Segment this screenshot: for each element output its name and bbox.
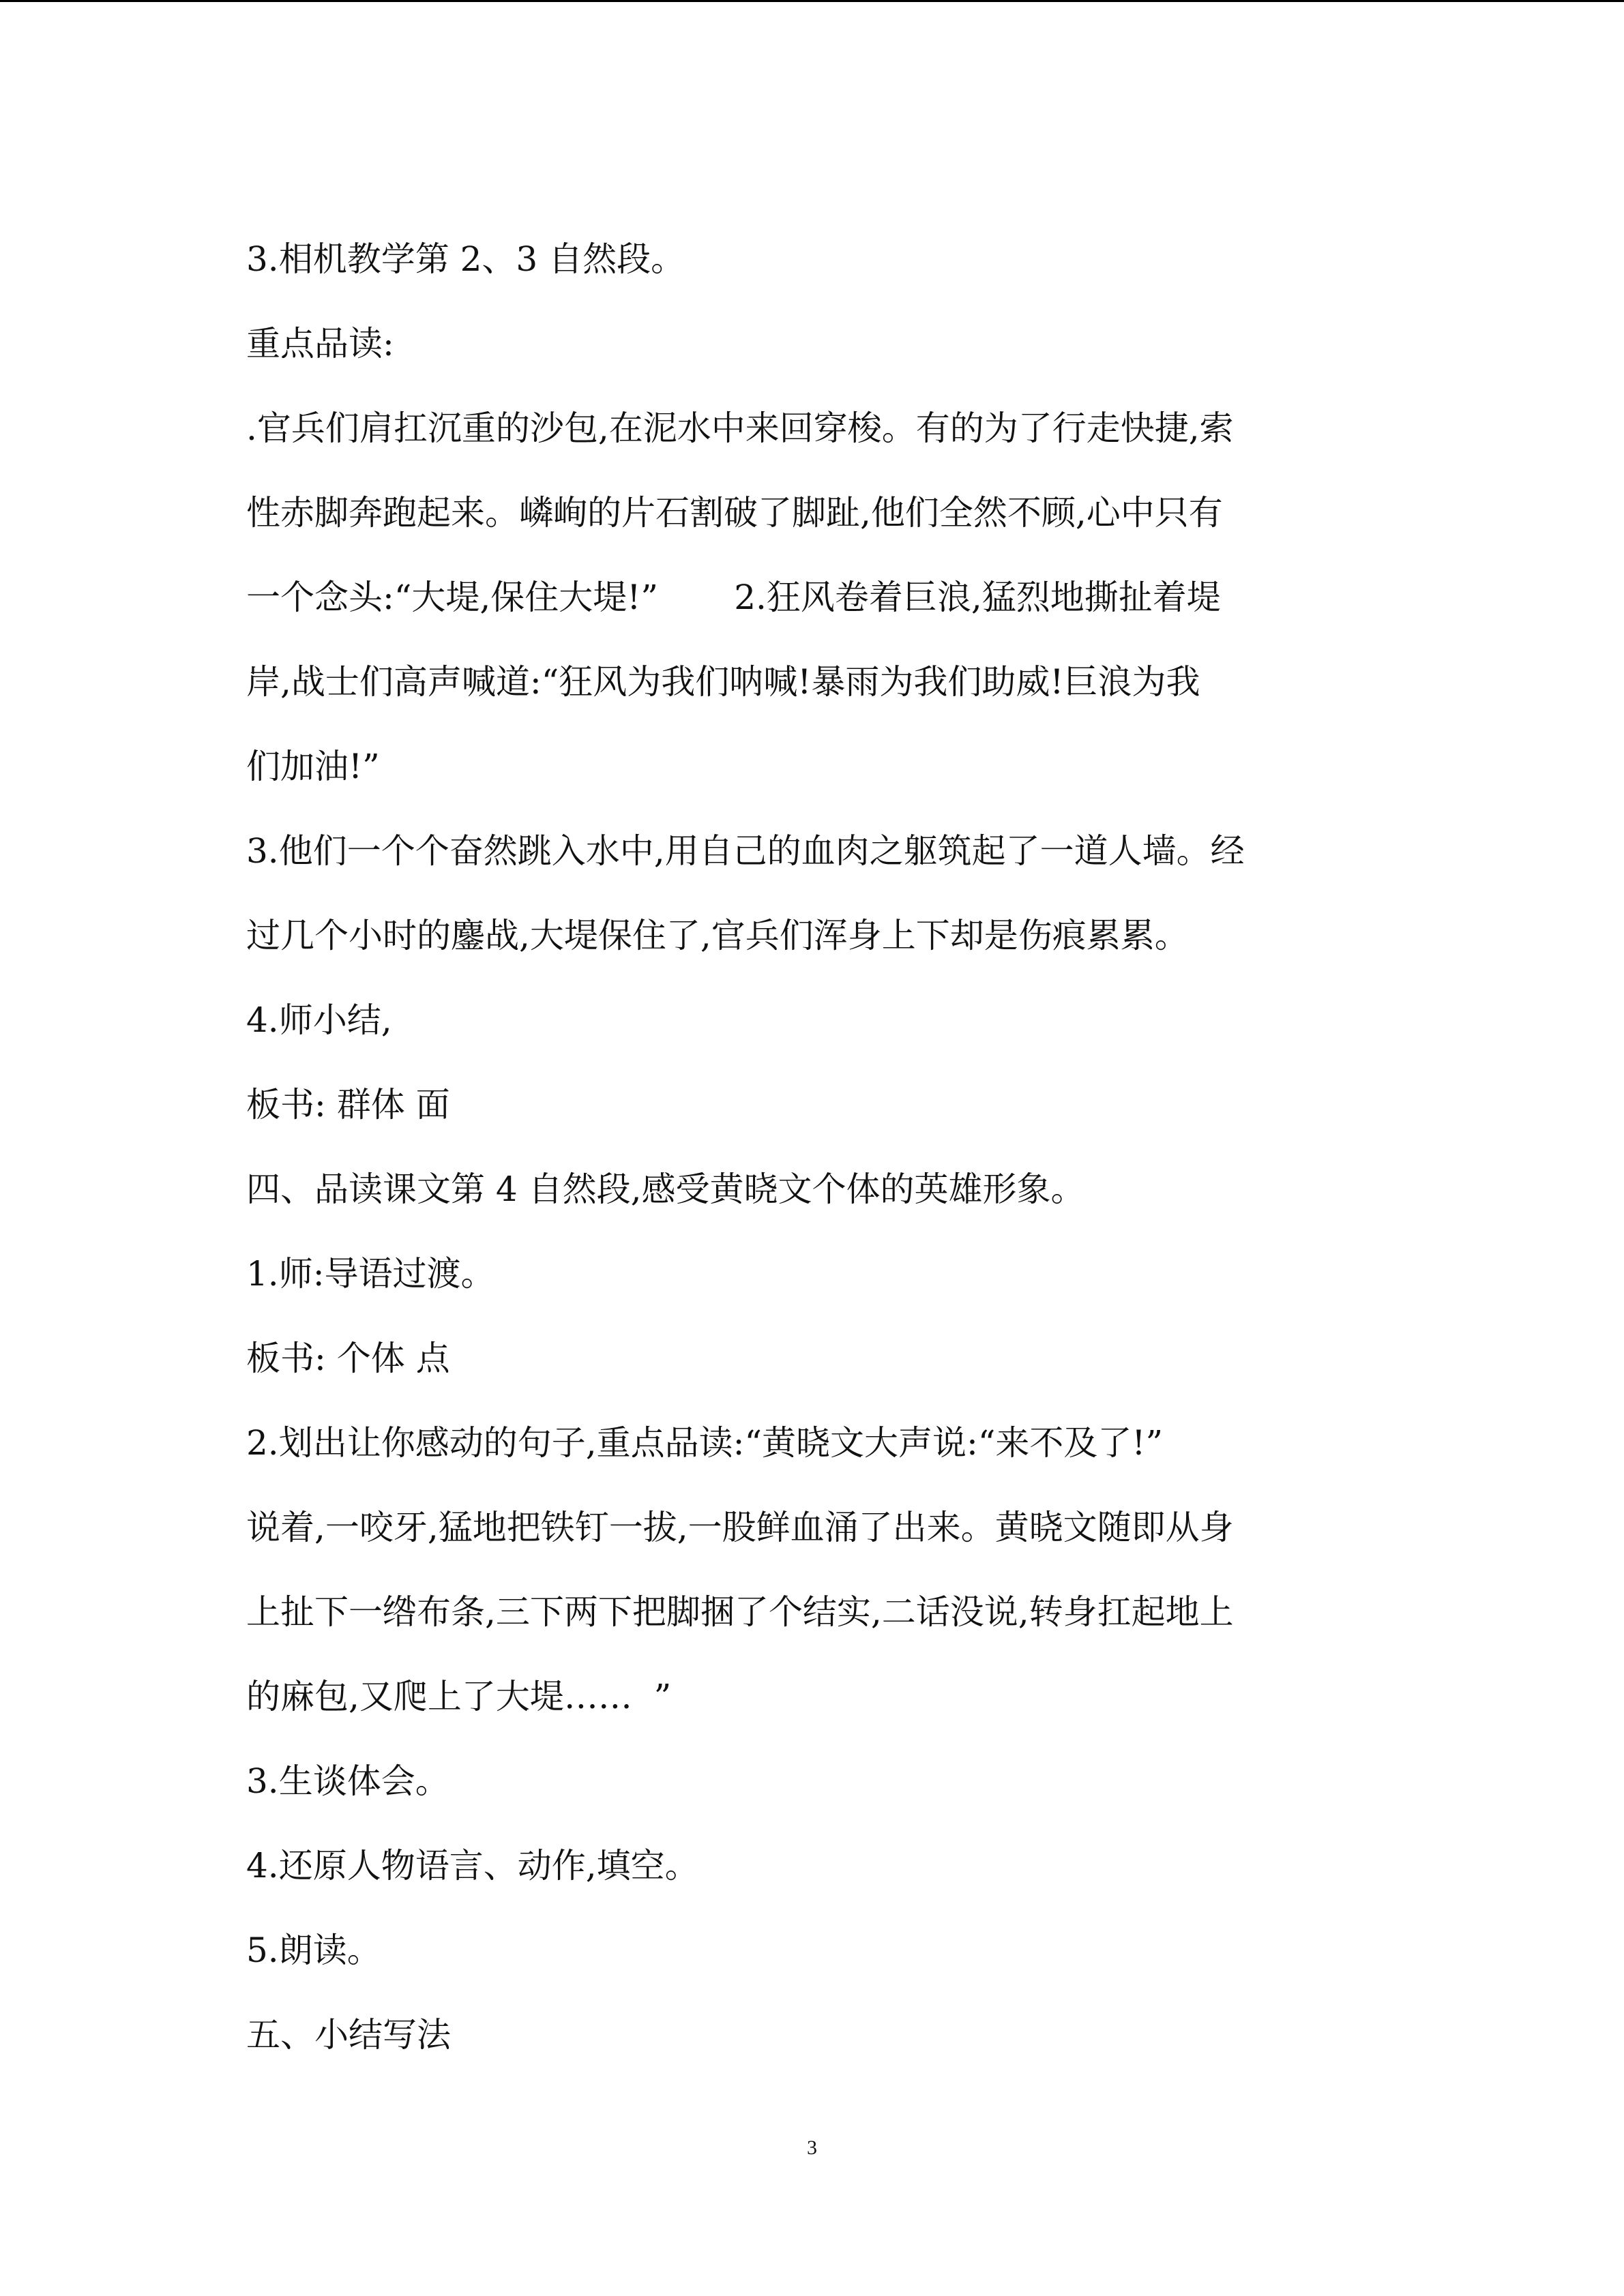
top-border-line: [0, 0, 1624, 2]
text-line: 性赤脚奔跑起来。嶙峋的片石割破了脚趾,他们全然不顾,心中只有: [246, 493, 1223, 533]
text-line: 3.相机教学第 2、3 自然段。: [246, 239, 685, 279]
text-line: 一个念头:“大堤,保住大堤!” 2.狂风卷着巨浪,猛烈地撕扯着堤: [246, 578, 1221, 617]
text-line: 们加油!”: [246, 747, 380, 786]
text-line: 过几个小时的鏖战,大堤保住了,官兵们浑身上下却是伤痕累累。: [246, 916, 1189, 955]
text-line: 重点品读:: [246, 324, 394, 363]
text-line: .官兵们肩扛沉重的沙包,在泥水中来回穿梭。有的为了行走快捷,索: [246, 408, 1234, 448]
text-line: 4.师小结,: [246, 1000, 392, 1040]
document-body: [246, 217, 1392, 2077]
text-line: 3.他们一个个奋然跳入水中,用自己的血肉之躯筑起了一道人墙。经: [246, 831, 1245, 871]
text-line: 5.朗读。: [246, 1930, 381, 1970]
text-line: 岸,战士们高声喊道:“狂风为我们呐喊!暴雨为我们助威!巨浪为我: [246, 662, 1200, 702]
text-line: 2.划出让你感动的句子,重点品读:“黄晓文大声说:“来不及了!”: [246, 1423, 1164, 1463]
text-line: 上扯下一绺布条,三下两下把脚捆了个结实,二话没说,转身扛起地上: [246, 1592, 1234, 1632]
text-line: 1.师:导语过渡。: [246, 1254, 495, 1294]
text-line: 说着,一咬牙,猛地把铁钉一拔,一股鲜血涌了出来。黄晓文随即从身: [246, 1508, 1234, 1547]
text-line: 3.生谈体会。: [246, 1761, 449, 1801]
text-line: 板书: 个体 点: [246, 1339, 450, 1378]
text-line: 4.还原人物语言、动作,填空。: [246, 1846, 699, 1885]
text-line: 的麻包,又爬上了大堤…… ”: [246, 1677, 672, 1716]
page-number: 3: [807, 2136, 817, 2159]
text-line: 四、品读课文第 4 自然段,感受黄晓文个体的英雄形象。: [246, 1169, 1085, 1209]
text-line: 五、小结写法: [246, 2015, 451, 2055]
text-line: 板书: 群体 面: [246, 1085, 450, 1124]
